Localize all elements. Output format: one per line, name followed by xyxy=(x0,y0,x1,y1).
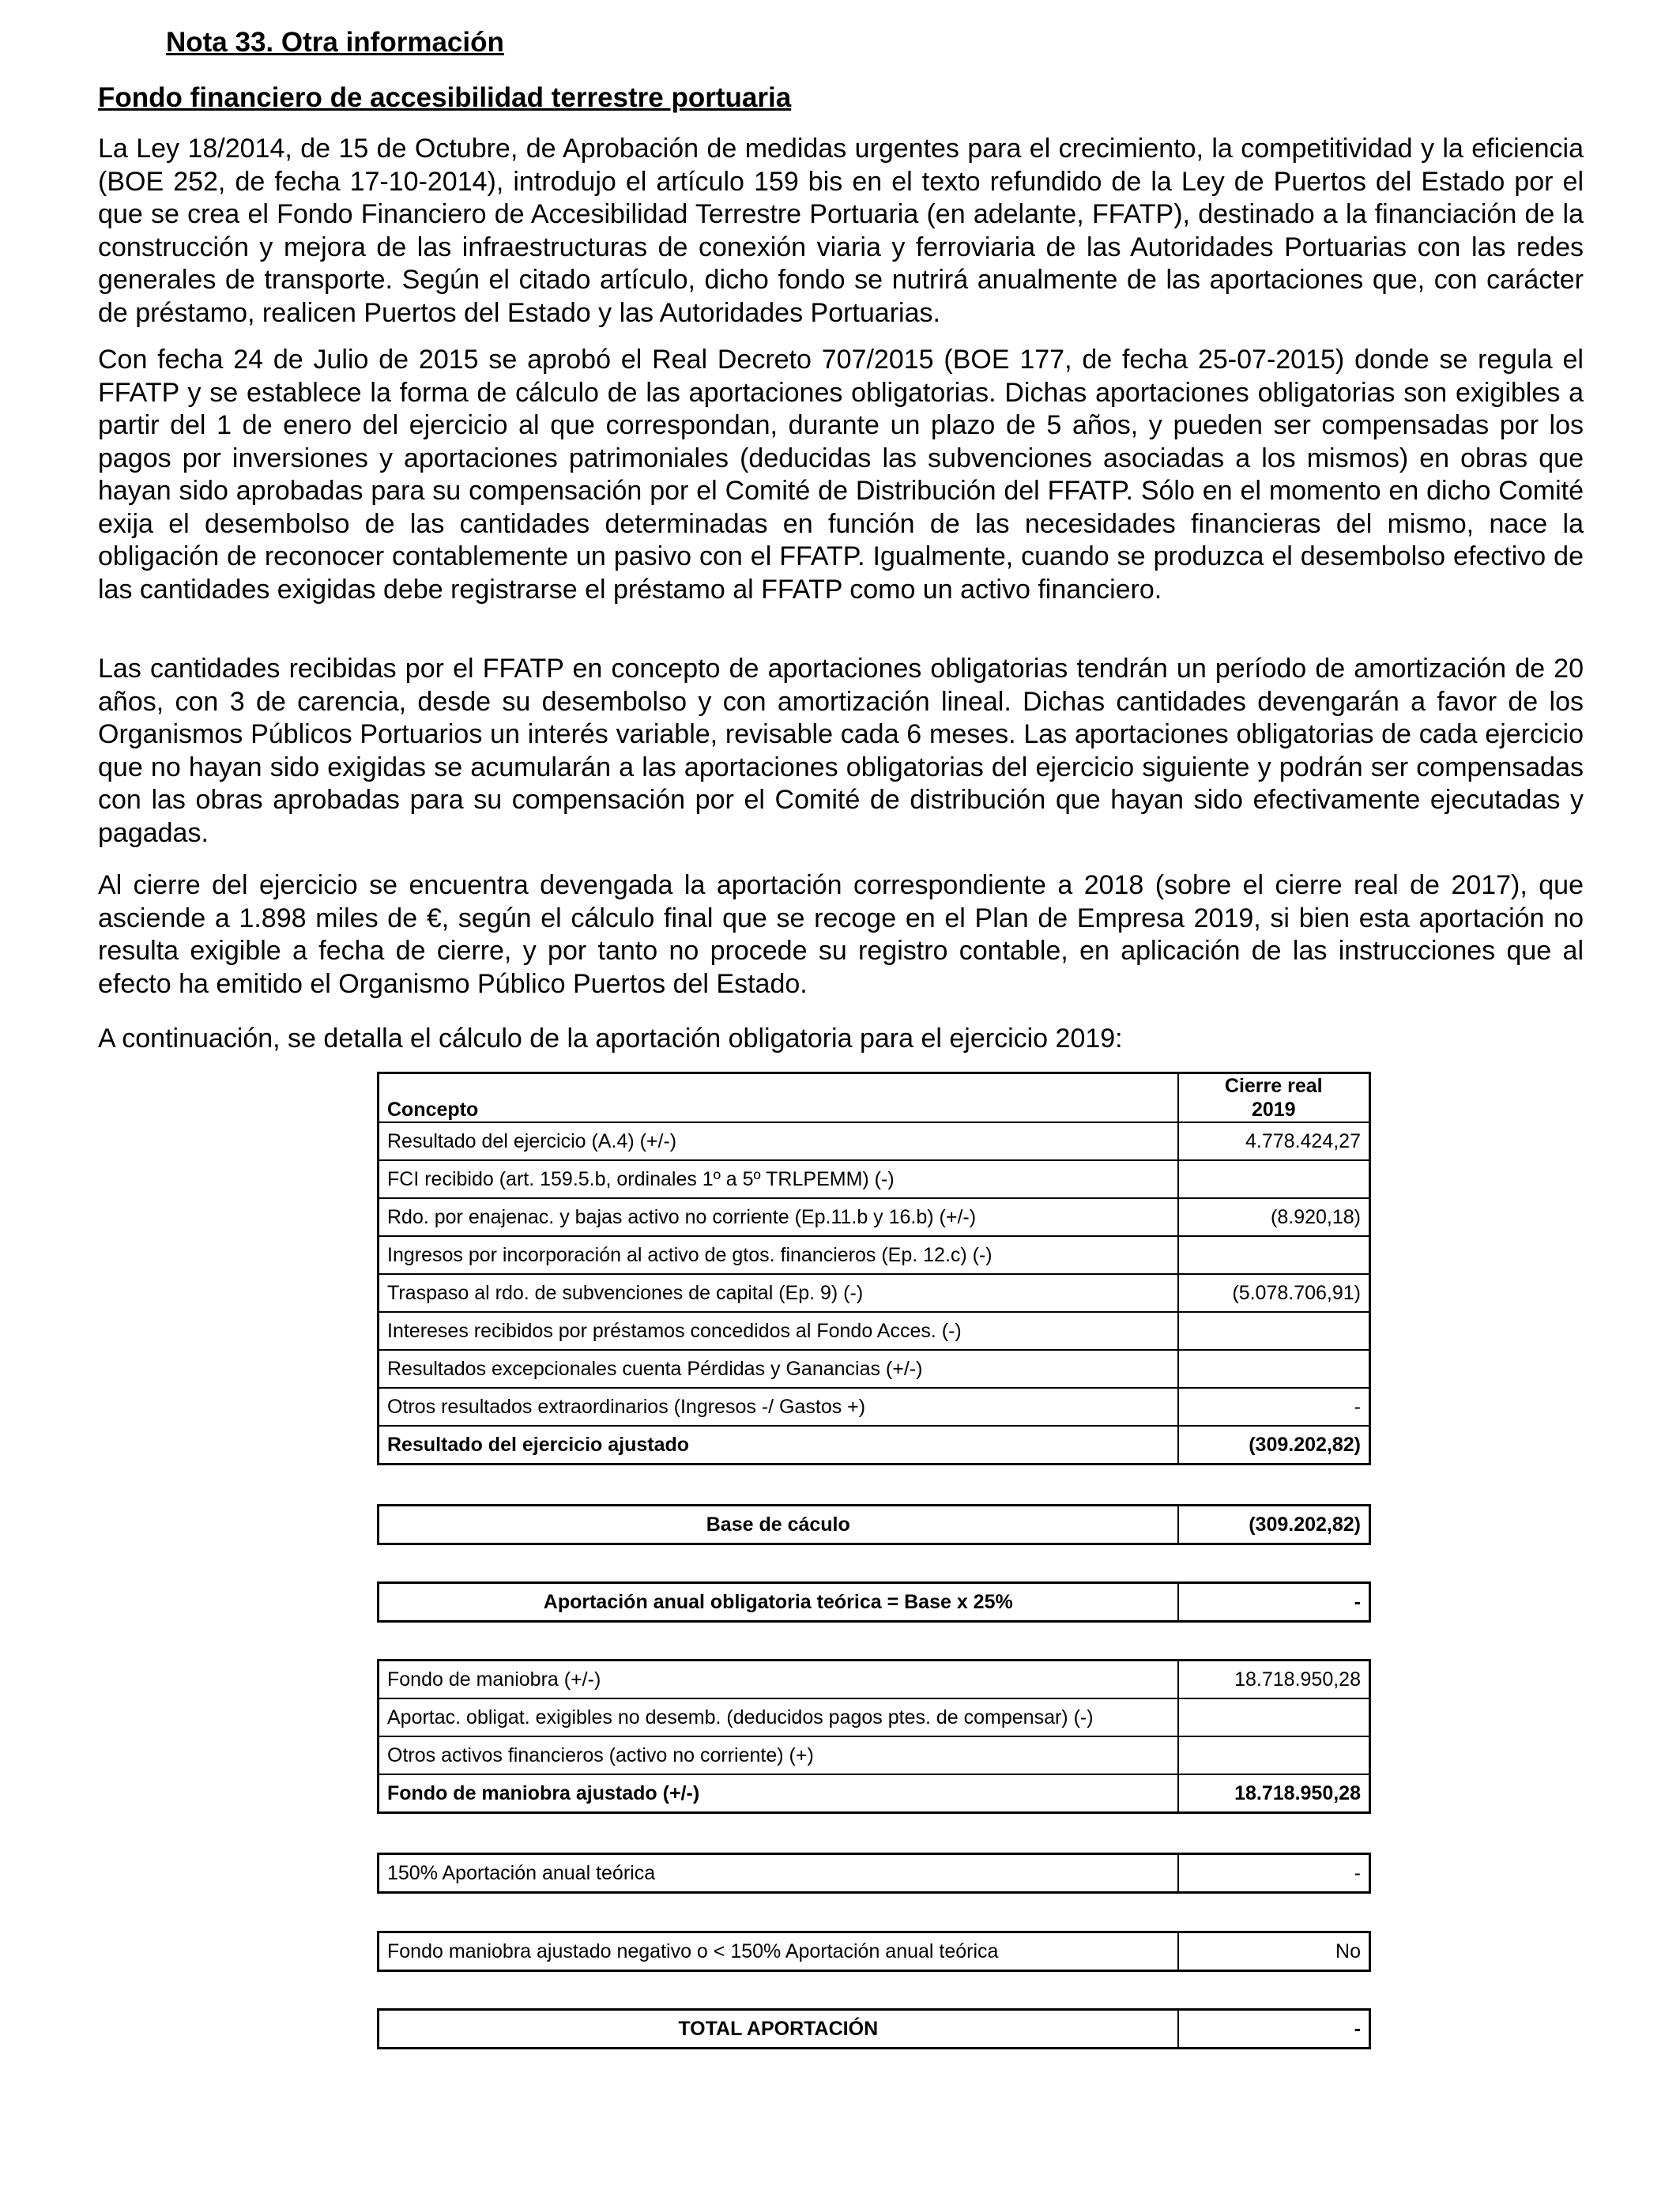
total-label: Fondo de maniobra ajustado (+/-) xyxy=(379,1774,1178,1813)
table-row xyxy=(379,1122,1370,1160)
table-row xyxy=(379,1160,1370,1198)
paragraph-ley: La Ley 18/2014, de 15 de Octubre, de Aprobación de medidas urgentes para el crecimiento, la competitividad y la eficiencia (BOE 252, de fecha 17-10-2014), introdujo el artículo 159 bis en el texto refundido de la Ley de Puertos del Estado por el que se crea el Fondo Financiero de Accesibilidad Terrestre Portuaria (en adelante, FFATP), destinado a la financiación de la construcción y mejora de las infraestructuras de conexión viaria y ferroviaria de las Autoridades Portuarias con las redes generales de transporte. Según el citado artículo, dicho fondo se nutrirá anualmente de las aportaciones que, con carácter de préstamo, realicen Puertos del Estado y las Autoridades Portuarias. xyxy=(98,134,1584,328)
row-label: Rdo. por enajenac. y bajas activo no corriente (Ep.11.b y 16.b) (+/-) xyxy=(379,1198,1178,1236)
row-label: Ingresos por incorporación al activo de gtos. financieros (Ep. 12.c) (-) xyxy=(379,1236,1178,1274)
table-row xyxy=(379,1506,1370,1544)
table-row xyxy=(379,1854,1370,1893)
table-row xyxy=(379,1698,1370,1736)
base-label: Base de cáculo xyxy=(379,1506,1178,1544)
row-value xyxy=(1178,1736,1370,1774)
header-value xyxy=(1178,1073,1370,1123)
table-row xyxy=(379,1388,1370,1426)
negativo-label: Fondo maniobra ajustado negativo o < 150% Aportación anual teórica xyxy=(379,1932,1178,1971)
row-value: - xyxy=(1178,1388,1370,1426)
paragraph-cierre: Al cierre del ejercicio se encuentra devengada la aportación correspondiente a 2018 (sobre el cierre real de 2017), que asciende a 1.898 miles de €, según el cálculo final que se recoge en el Plan de Empresa 2019, si bien esta aportación no resulta exigible a fecha de cierre, y por tanto no procede su registro contable, en aplicación de las instrucciones que al efecto ha emitido el Organismo Público Puertos del Estado. xyxy=(98,870,1584,999)
pct150-label: 150% Aportación anual teórica xyxy=(379,1854,1178,1893)
table-total-row xyxy=(379,1426,1370,1465)
row-label: Traspaso al rdo. de subvenciones de capital (Ep. 9) (-) xyxy=(379,1274,1178,1312)
row-label: Resultados excepcionales cuenta Pérdidas y Ganancias (+/-) xyxy=(379,1350,1178,1388)
table-row xyxy=(379,1198,1370,1236)
table-total-row xyxy=(379,1774,1370,1813)
table-row xyxy=(379,1350,1370,1388)
pct150-value: - xyxy=(1178,1854,1370,1893)
header-value-line2: 2019 xyxy=(1251,1099,1296,1121)
negativo-table xyxy=(377,1931,1371,1972)
total-aportacion-value: - xyxy=(1178,2010,1370,2049)
row-value: (5.078.706,91) xyxy=(1178,1274,1370,1312)
row-value xyxy=(1178,1312,1370,1350)
paragraph-real-decreto: Con fecha 24 de Julio de 2015 se aprobó el Real Decreto 707/2015 (BOE 177, de fecha 25-07-2015) donde se regula el FFATP y se establece la forma de cálculo de las aportaciones obligatorias. Dichas aportaciones obligatorias son exigibles a partir del 1 de enero del ejercicio al que correspondan, durante un plazo de 5 años, y pueden ser compensadas por los pagos por inversiones y aportaciones patrimoniales (deducidas las subvenciones asociadas a los mismos) en obras que hayan sido aprobadas para su compensación por el Comité de Distribución del FFATP. Sólo en el momento en dicho Comité exija el desembolso de las cantidades determinadas en función de las necesidades financieras del mismo, nace la obligación de reconocer contablemente un pasivo con el FFATP. Igualmente, cuando se produzca el desembolso efectivo de las cantidades exigidas debe registrarse el préstamo al FFATP como un activo financiero. xyxy=(98,345,1584,605)
section-subtitle: Fondo financiero de accesibilidad terrestre portuaria xyxy=(98,82,792,113)
note-title: Nota 33. Otra información xyxy=(166,27,504,58)
total-aportacion-label: TOTAL APORTACIÓN xyxy=(379,2010,1178,2049)
pct150-table xyxy=(377,1853,1371,1894)
aportacion-value: - xyxy=(1178,1583,1370,1622)
total-value: (309.202,82) xyxy=(1178,1426,1370,1465)
table-row xyxy=(379,1236,1370,1274)
table-row xyxy=(379,1583,1370,1622)
table-row xyxy=(379,1736,1370,1774)
row-label: Otros resultados extraordinarios (Ingresos -/ Gastos +) xyxy=(379,1388,1178,1426)
header-value-line1: Cierre real xyxy=(1224,1075,1323,1097)
header-concept: Concepto xyxy=(379,1073,1178,1123)
total-aportacion-table xyxy=(377,2008,1371,2049)
row-label: FCI recibido (art. 159.5.b, ordinales 1º a 5º TRLPEMM) (-) xyxy=(379,1160,1178,1198)
table-row xyxy=(379,1932,1370,1971)
table-row xyxy=(379,2010,1370,2049)
table-row xyxy=(379,1661,1370,1699)
fondo-maniobra-table xyxy=(377,1659,1371,1814)
row-label: Fondo de maniobra (+/-) xyxy=(379,1661,1178,1699)
row-label: Resultado del ejercicio (A.4) (+/-) xyxy=(379,1122,1178,1160)
row-label: Intereses recibidos por préstamos concedidos al Fondo Acces. (-) xyxy=(379,1312,1178,1350)
row-value xyxy=(1178,1698,1370,1736)
table-row xyxy=(379,1274,1370,1312)
aportacion-label: Aportación anual obligatoria teórica = Base x 25% xyxy=(379,1583,1178,1622)
table-row xyxy=(379,1312,1370,1350)
base-table xyxy=(377,1504,1371,1545)
row-label: Aportac. obligat. exigibles no desemb. (deducidos pagos ptes. de compensar) (-) xyxy=(379,1698,1178,1736)
paragraph-cantidades: Las cantidades recibidas por el FFATP en concepto de aportaciones obligatorias tendrán un período de amortización de 20 años, con 3 de carencia, desde su desembolso y con amortización lineal. Dichas cantidades devengarán a favor de los Organismos Públicos Portuarios un interés variable, revisable cada 6 meses. Las aportaciones obligatorias de cada ejercicio que no hayan sido exigidas se acumularán a las aportaciones obligatorias del ejercicio siguiente y podrán ser compensadas con las obras aprobadas para su compensación por el Comité de distribución que hayan sido efectivamente ejecutadas y pagadas. xyxy=(98,654,1584,848)
total-label: Resultado del ejercicio ajustado xyxy=(379,1426,1178,1465)
calculation-table xyxy=(377,1072,1371,1465)
base-value: (309.202,82) xyxy=(1178,1506,1370,1544)
row-value: 18.718.950,28 xyxy=(1178,1661,1370,1699)
row-value xyxy=(1178,1160,1370,1198)
paragraph-intro-table: A continuación, se detalla el cálculo de la aportación obligatoria para el ejercicio 2019: xyxy=(98,1023,1123,1054)
aportacion-table xyxy=(377,1581,1371,1623)
row-value xyxy=(1178,1236,1370,1274)
table-header-row xyxy=(379,1073,1370,1123)
negativo-value: No xyxy=(1178,1932,1370,1971)
row-label: Otros activos financieros (activo no corriente) (+) xyxy=(379,1736,1178,1774)
total-value: 18.718.950,28 xyxy=(1178,1774,1370,1813)
row-value: 4.778.424,27 xyxy=(1178,1122,1370,1160)
row-value: (8.920,18) xyxy=(1178,1198,1370,1236)
row-value xyxy=(1178,1350,1370,1388)
